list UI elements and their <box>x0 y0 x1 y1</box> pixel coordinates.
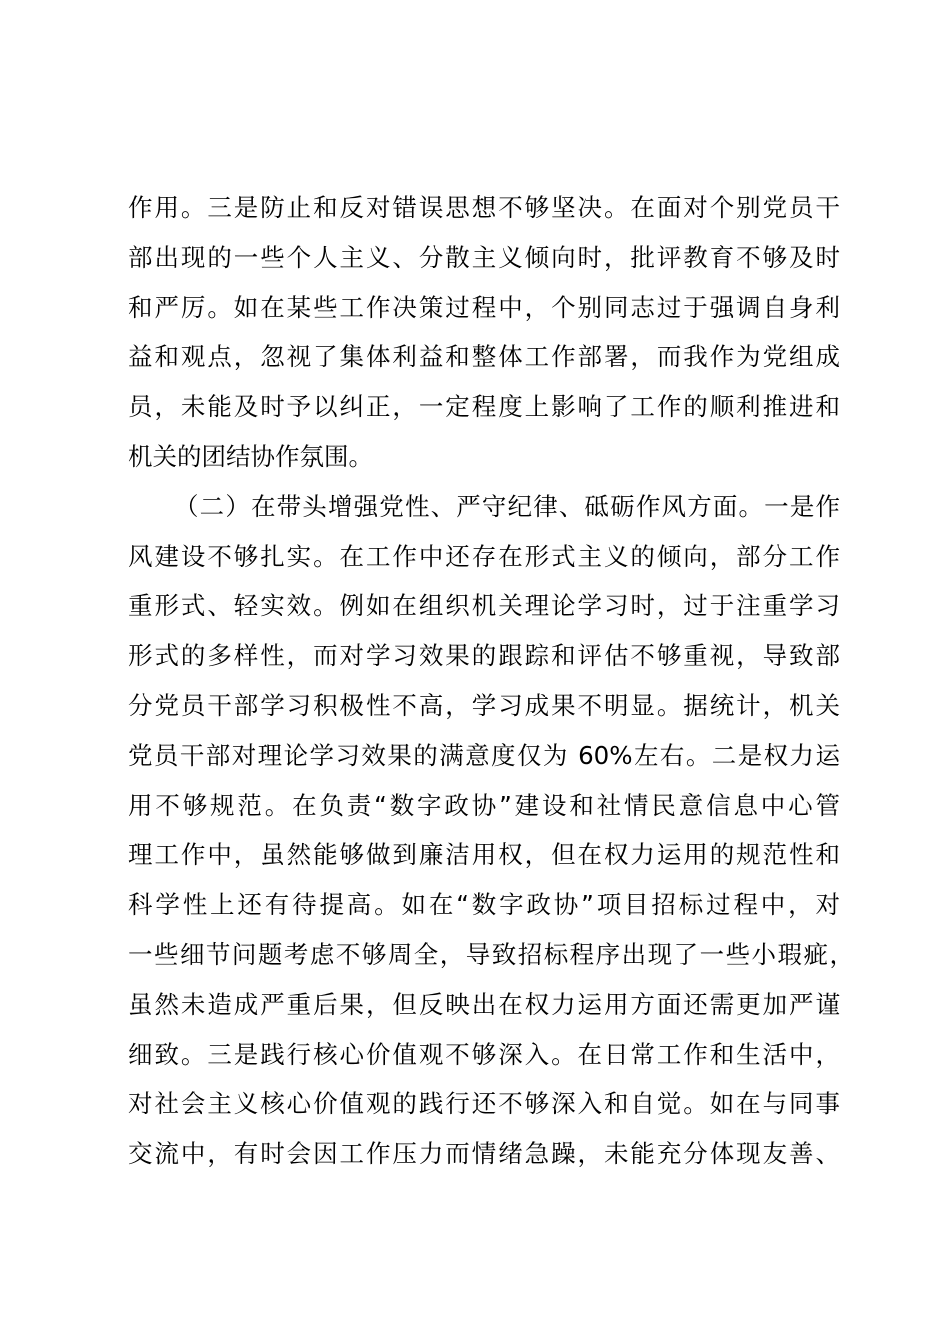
body-text <box>128 183 854 1179</box>
text-line: 机关的团结协作氛围。 <box>128 441 373 471</box>
text-line: 形式的多样性，而对学习效果的跟踪和评估不够重视，导致部 <box>128 641 840 671</box>
text-line: 理工作中，虽然能够做到廉洁用权，但在权力运用的规范性和 <box>128 840 840 870</box>
text-line: 分党员干部学习积极性不高，学习成果不明显。据统计，机关 <box>128 690 840 720</box>
text-line: 党员干部对理论学习效果的满意度仅为 60%左右。二是权力运 <box>128 740 840 770</box>
text-line: 用不够规范。在负责“数字政协”建设和社情民意信息中心管 <box>128 790 840 820</box>
text-line: 细致。三是践行核心价值观不够深入。在日常工作和生活中， <box>128 1039 840 1069</box>
text-line: 益和观点，忽视了集体利益和整体工作部署，而我作为党组成 <box>128 342 840 372</box>
text-line: 一些细节问题考虑不够周全，导致招标程序出现了一些小瑕疵， <box>128 939 854 969</box>
text-line: 交流中，有时会因工作压力而情绪急躁，未能充分体现友善、 <box>128 1139 840 1169</box>
text-line: 部出现的一些个人主义、分散主义倾向时，批评教育不够及时 <box>128 242 840 272</box>
text-line: 作用。三是防止和反对错误思想不够坚决。在面对个别党员干 <box>128 193 840 222</box>
text-line: 风建设不够扎实。在工作中还存在形式主义的倾向，部分工作 <box>128 541 840 571</box>
text-line: 重形式、轻实效。例如在组织机关理论学习时，过于注重学习 <box>128 591 840 621</box>
text-line: 虽然未造成严重后果，但反映出在权力运用方面还需更加严谨 <box>128 989 840 1019</box>
paragraph-heading-line: （二）在带头增强党性、严守纪律、砥砺作风方面。一是作 <box>174 491 840 521</box>
text-line: 科学性上还有待提高。如在“数字政协”项目招标过程中，对 <box>128 890 840 920</box>
text-line: 员，未能及时予以纠正，一定程度上影响了工作的顺利推进和 <box>128 392 840 422</box>
text-line: 对社会主义核心价值观的践行还不够深入和自觉。如在与同事 <box>128 1089 840 1119</box>
text-line: 和严厉。如在某些工作决策过程中，个别同志过于强调自身利 <box>128 292 840 322</box>
